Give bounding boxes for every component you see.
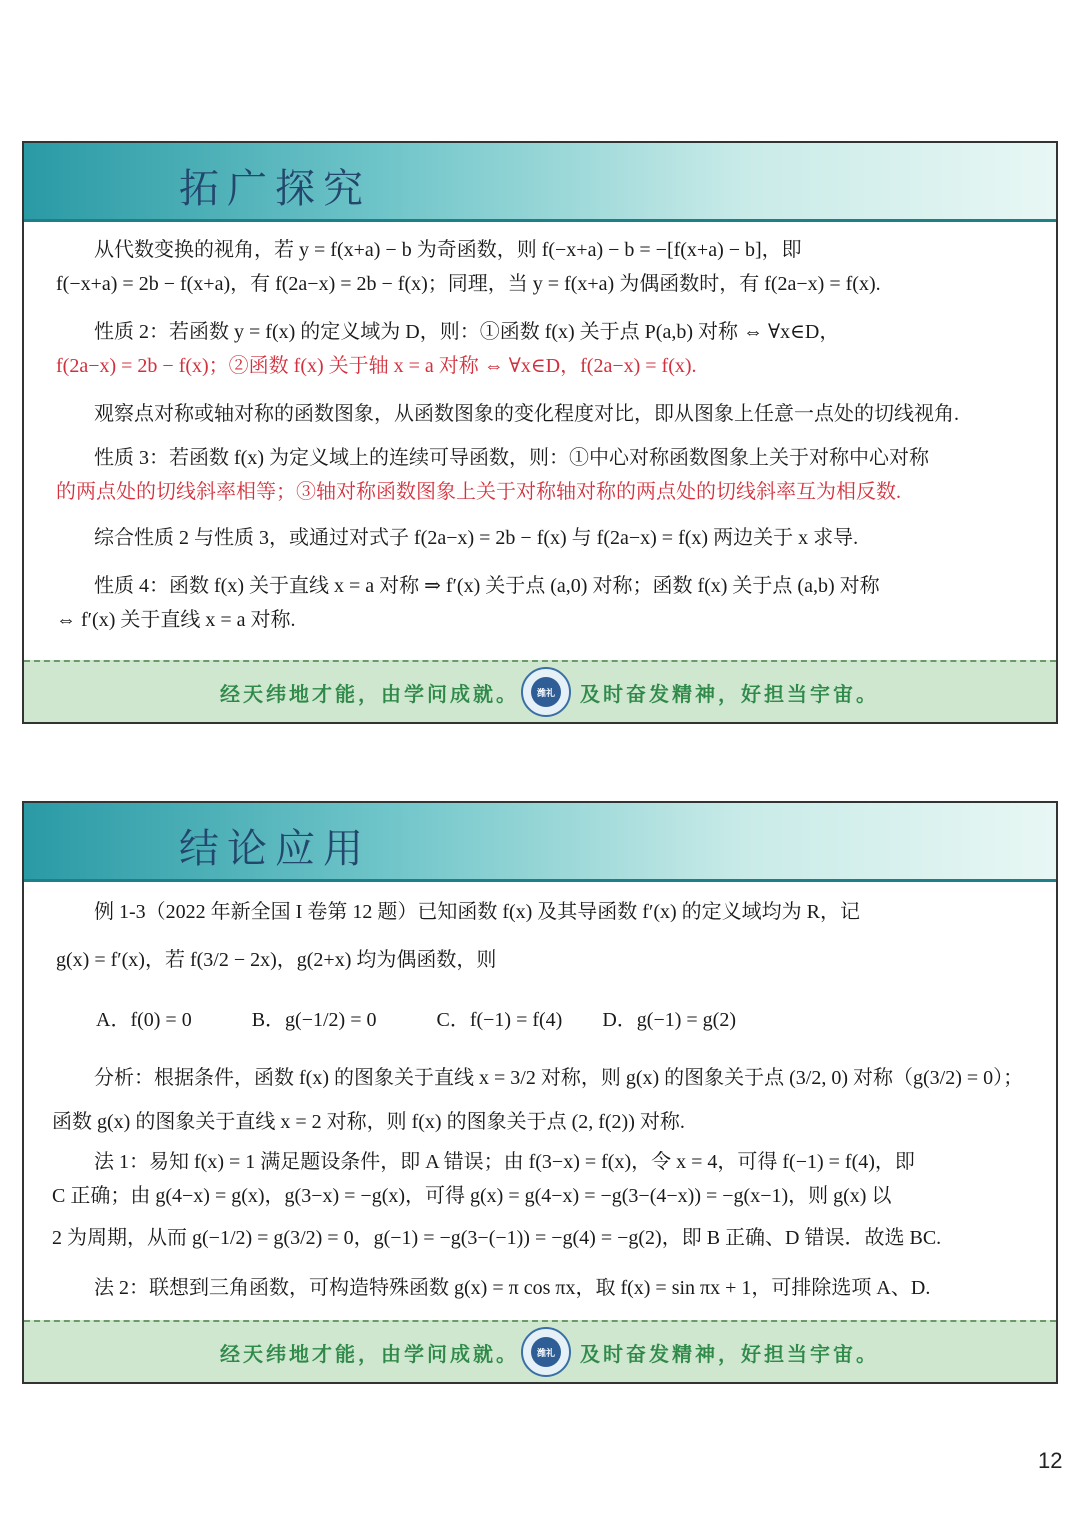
- motto-right: 及时奋发精神，好担当宇宙。: [580, 682, 879, 706]
- method-1-line-3: 2 为周期，从而 g(−1/2) = g(3/2) = 0，g(−1) = −g(3−(−1)) = −g(4) = −g(2)，即 B 正确、D 错误．故选 BC.: [52, 1227, 942, 1249]
- property-3-line-2: 的两点处的切线斜率相等；③轴对称函数图象上关于对称轴对称的两点处的切线斜率互为相反数.: [56, 481, 901, 503]
- example-line: 例 1-3（2022 年新全国 I 卷第 12 题）已知函数 f(x) 及其导函数 f′(x) 的定义域均为 R，记: [94, 901, 860, 923]
- answer-choices: A．f(0) = 0 B．g(−1/2) = 0 C．f(−1) = f(4) D．g(−1) = g(2): [96, 1009, 736, 1031]
- slide-header: [24, 803, 1056, 882]
- method-2-line: 法 2：联想到三角函数，可构造特殊函数 g(x) = π cos πx，取 f(x) = sin πx + 1，可排除选项 A、D.: [94, 1277, 931, 1299]
- text-line: 从代数变换的视角，若 y = f(x+a) − b 为奇函数，则 f(−x+a) − b = −[f(x+a) − b]，即: [94, 239, 802, 261]
- slide-header: [24, 143, 1056, 222]
- text-line: f(−x+a) = 2b − f(x+a)，有 f(2a−x) = 2b − f(x)；同理，当 y = f(x+a) 为偶函数时，有 f(2a−x) = f(x).: [56, 273, 881, 295]
- slide-extension-exploration: [22, 141, 1058, 724]
- property-2-formula: f(2a−x) = 2b − f(x)；②函数 f(x) 关于轴 x = a 对称 ⇔ ∀x∈D，f(2a−x) = f(x).: [56, 355, 697, 377]
- slide-conclusion-application: [22, 801, 1058, 1384]
- slide-footer: [24, 660, 1056, 722]
- property-4-line-2: ⇔ f′(x) 关于直线 x = a 对称.: [56, 609, 296, 631]
- text-line: 综合性质 2 与性质 3，或通过对式子 f(2a−x) = 2b − f(x) 与 f(2a−x) = f(x) 两边关于 x 求导.: [94, 527, 859, 549]
- page-number: 12: [1038, 1448, 1063, 1473]
- text-line: 观察点对称或轴对称的函数图象，从函数图象的变化程度对比，即从图象上任意一点处的切线视角.: [94, 403, 959, 425]
- slide-footer: [24, 1320, 1056, 1382]
- property-3-line: 性质 3：若函数 f(x) 为定义域上的连续可导函数，则：①中心对称函数图象上关于对称中心对称: [94, 447, 929, 469]
- method-1-line-2: C 正确；由 g(4−x) = g(x)，g(3−x) = −g(x)，可得 g(x) = g(4−x) = −g(3−(4−x)) = −g(x−1)，则 g(x) 以: [52, 1185, 892, 1207]
- motto-left: 经天纬地才能，由学问成就。: [220, 682, 519, 706]
- analysis-line: 分析：根据条件，函数 f(x) 的图象关于直线 x = 3/2 对称，则 g(x) 的图象关于点 (3/2, 0) 对称（g(3/2) = 0）；: [94, 1067, 1024, 1089]
- school-logo-icon: 潍礼: [521, 667, 571, 717]
- example-line-2: g(x) = f′(x)，若 f(3/2 − 2x)，g(2+x) 均为偶函数，则: [56, 949, 497, 971]
- property-4-line: 性质 4：函数 f(x) 关于直线 x = a 对称 ⇒ f′(x) 关于点 (a,0) 对称；函数 f(x) 关于点 (a,b) 对称: [94, 575, 880, 597]
- slide-title: 结论应用: [179, 826, 371, 872]
- slide-title: 拓广探究: [179, 166, 371, 212]
- school-logo-icon: 潍礼: [521, 1327, 571, 1377]
- motto-left: 经天纬地才能，由学问成就。: [220, 1342, 519, 1366]
- property-2-line: 性质 2：若函数 y = f(x) 的定义域为 D，则：①函数 f(x) 关于点 P(a,b) 对称 ⇔ ∀x∈D，: [94, 321, 840, 343]
- analysis-line-2: 函数 g(x) 的图象关于直线 x = 2 对称，则 f(x) 的图象关于点 (2, f(2)) 对称.: [52, 1111, 685, 1133]
- motto-right: 及时奋发精神，好担当宇宙。: [580, 1342, 879, 1366]
- method-1-line: 法 1：易知 f(x) = 1 满足题设条件，即 A 错误；由 f(3−x) = f(x)，令 x = 4，可得 f(−1) = f(4)，即: [94, 1151, 915, 1173]
